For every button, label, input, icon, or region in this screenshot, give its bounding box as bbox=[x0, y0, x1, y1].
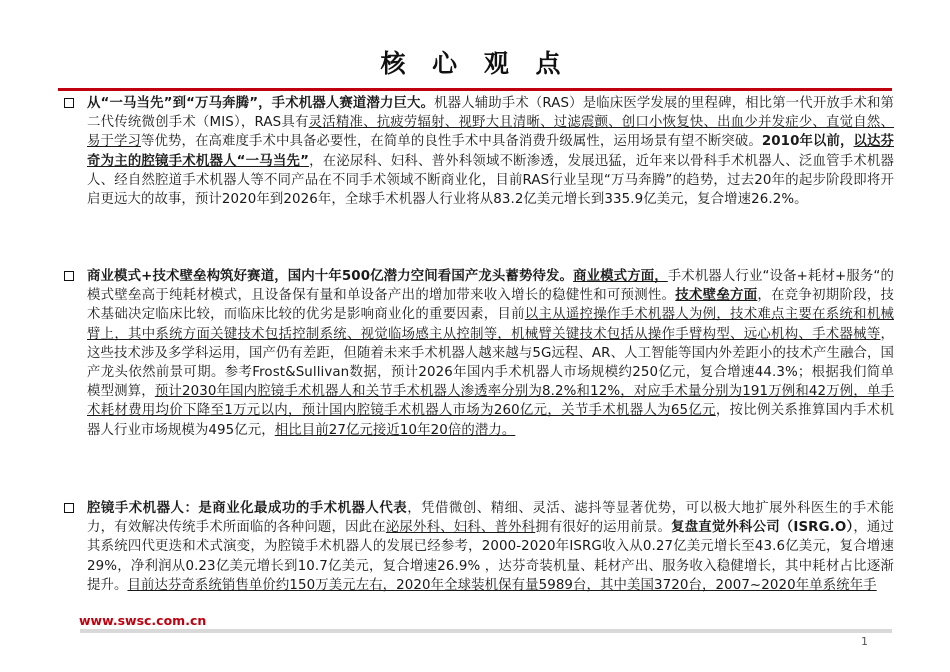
s3-heading: 腔镜手术机器人：是商业化最成功的手术机器人代表 bbox=[87, 501, 408, 516]
s3-text-c: ，通过其系统四代更迭和术式演变，为腔镜手术机器人的发展已经参考，2000-2020年ISRG收入从0.27亿美元增长至43.6亿美元，复合增速29%，净利润从0.23亿美元增长到10.7亿美元，复合增速26.9% ，达芬奇装机量、耗材产出、服务收入稳健增长，其中耗材占比逐渐提升。 bbox=[87, 520, 895, 593]
s1-advantages: 灵活精准、抗疲劳辐射、视野大且清晰、过滤震颤、创口小恢复快、出血少并发症少、直觉自然、易于学习 bbox=[87, 115, 895, 150]
checkbox-bullet-icon bbox=[64, 271, 74, 281]
s2-key-tech: ，其中系统方面关键技术包括控制系统、视觉临场感主从控制等，机械臂关键技术包括从操作手臂构型、远心机构、手术器械等 bbox=[114, 326, 881, 342]
section-2-paragraph bbox=[87, 267, 894, 440]
s1-text-b: 等优势，在高难度手术中具备必要性，在简单的良性手术中具备消费升级属性，运用场景有望不断突破。 bbox=[141, 134, 762, 150]
s2-text-d: ，按比例关系推算国内手术机器人行业市场规模为495亿元， bbox=[87, 403, 894, 438]
page-number: 1 bbox=[861, 635, 868, 648]
checkbox-bullet-icon bbox=[64, 503, 74, 513]
s1-davinci-lead: 以达芬奇为主的腔镜手术机器人“一马当先” bbox=[87, 134, 894, 169]
s3-text-b: 拥有很好的运用前景。 bbox=[535, 520, 672, 536]
page-title: 核 心 观 点 bbox=[380, 49, 570, 78]
checkbox-bullet-icon bbox=[64, 98, 74, 108]
s3-departments: 泌尿外科、妇科、普外科 bbox=[385, 520, 536, 536]
s3-text-a: ，凭借微创、精细、灵活、滤抖等显著优势，可以极大地扩展外科医生的手术能力，有效解决传统手术所面临的各种问题，因此在 bbox=[87, 501, 894, 536]
s2-tech-difficulty: 以主从遥控操作手术机器人为例，技术难点主要在系统和机械臂上 bbox=[87, 307, 894, 342]
s1-text-a: 机器人辅助手术（RAS）是临床医学发展的里程碑，相比第一代开放手术和第二代传统微创手术（MIS），RAS具有 bbox=[87, 96, 895, 131]
s2-business-model: 商业模式方面， bbox=[573, 269, 668, 284]
section-3-paragraph bbox=[87, 499, 894, 595]
s3-isrg: 复盘直觉外科公司（ISRG.O） bbox=[671, 520, 854, 536]
section-3 bbox=[64, 499, 894, 595]
s2-heading: 商业模式+技术壁垒构筑好赛道，国内十年500亿潜力空间看国产龙头蓄势待发。 bbox=[87, 269, 574, 284]
title-divider bbox=[58, 88, 892, 91]
s2-potential: 相比目前27亿元接近10年20倍的潜力。 bbox=[274, 422, 516, 438]
s2-text-b: ，在竞争初期阶段，技术基础决定临床比较，而临床比较的优劣是影响商业化的重要因素，目前 bbox=[87, 288, 895, 323]
section-1 bbox=[64, 94, 894, 209]
s3-davinci-price: 目前达芬奇系统销售单价约150万美元左右，2020年全球装机保有量5989台，其中美国3720台，2007~2020年单系统年手 bbox=[127, 577, 877, 593]
footer-divider bbox=[80, 629, 892, 633]
s1-year: 2010年以前， bbox=[761, 134, 854, 150]
footer-website: www.swsc.com.cn bbox=[79, 613, 207, 628]
s2-forecast: 预计2030年国内腔镜手术机器人和关节手术机器人渗透率分别为8.2%和12%，对应手术量分别为191万例和42万例，单手术耗材费用均价下降至1万元以内，预计国内腔镜手术机器人市场为260亿元，关节手术机器人为65亿元 bbox=[87, 384, 894, 419]
section-1-paragraph bbox=[87, 94, 894, 209]
section-2 bbox=[64, 267, 894, 440]
s1-text-c: ，在泌尿科、妇科、普外科领域不断渗透，发展迅猛，近年来以骨科手术机器人、泛血管手术机器人、经自然腔道手术机器人等不同产品在不同手术领域不断商业化，目前RAS行业呈现“万马奔腾”的趋势，过去20年的起步阶段即将开启更远大的故事，预计2020年到2026年，全球手术机器人行业将从83.2亿美元增长到335.9亿美元，复合增速26.2%。 bbox=[87, 153, 895, 208]
s1-heading: 从“一马当先”到“万马奔腾”，手术机器人赛道潜力巨大。 bbox=[87, 96, 435, 111]
s2-text-a: 手术机器人行业“设备+耗材+服务“的模式壁垒高于纯耗材模式，且设备保有量和单设备产出的增加带来收入增长的稳健性和可预测性。 bbox=[87, 269, 894, 304]
s2-text-c: ，这些技术涉及多学科运用，国产仍有差距，但随着未来手术机器人越来越与5G远程、AR、人工智能等国内外差距小的技术产生融合，国产龙头依然前景可期。参考Frost&Sullivan数据，预计2026年国内手术机器人市场规模约250亿元，复合增速44.3%；根据我们简单模型测算， bbox=[87, 326, 894, 400]
s2-tech-barrier: 技术壁垒方面 bbox=[675, 288, 758, 304]
